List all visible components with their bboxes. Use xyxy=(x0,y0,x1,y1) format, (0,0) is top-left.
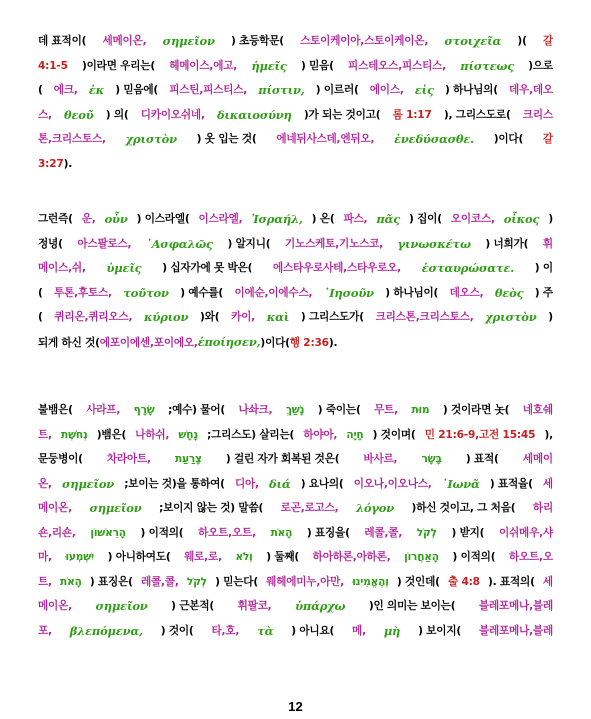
korean-text: ( xyxy=(38,311,43,323)
korean-text: ). xyxy=(328,336,338,349)
korean-text: ) 이르러( xyxy=(315,84,359,96)
text-line xyxy=(38,281,553,306)
hebrew-word: מוּת xyxy=(411,404,430,416)
transliteration: 스토이케이아,스토이케이온, xyxy=(300,35,429,47)
text-line xyxy=(38,207,553,232)
text-line xyxy=(38,423,553,448)
korean-text: ) 표징은( xyxy=(89,575,133,588)
transliteration: 에네뒤사스데,엔뒤오, xyxy=(276,133,375,145)
korean-text: 불뱀은( xyxy=(38,404,73,416)
korean-text: )으로 xyxy=(528,59,553,72)
korean-text: ( xyxy=(38,286,43,299)
greek-word: διά xyxy=(269,476,291,491)
transliteration: 로곤,로고스, xyxy=(280,502,339,514)
hebrew-word: נָשַׁךְ xyxy=(285,404,305,416)
korean-text: 정녕( xyxy=(38,237,63,250)
scripture-reference: 갈 xyxy=(542,133,553,145)
greek-word: ἐσταυρώσατε. xyxy=(421,261,515,275)
transliteration: 마, xyxy=(38,551,52,563)
greek-word: οὖν xyxy=(104,212,128,226)
greek-word: θεοῦ xyxy=(64,107,94,122)
transliteration: 세 xyxy=(542,477,553,490)
transliteration: 트, xyxy=(38,575,52,588)
text-line xyxy=(38,232,553,257)
transliteration: 이쉬메우,샤 xyxy=(498,526,553,539)
transliteration: 기노스케토,기노스코, xyxy=(285,237,383,250)
greek-word: τοῦτον xyxy=(123,285,169,300)
korean-text: ) 주 xyxy=(534,286,553,299)
transliteration: 웨로,로, xyxy=(184,551,222,563)
transliteration: 세 xyxy=(542,575,553,588)
paragraph-3 xyxy=(38,398,553,643)
korean-text: ) 표적( xyxy=(465,453,499,465)
text-line xyxy=(38,305,553,330)
korean-text: ;보이지 않는 것) 말씀( xyxy=(159,502,264,514)
greek-word: βλεπόμενα, xyxy=(69,623,143,638)
transliteration: 하아하론,아하론, xyxy=(312,551,391,563)
transliteration: 아스팔로스, xyxy=(77,237,132,250)
transliteration: 숀,리숀, xyxy=(38,526,76,539)
text-line xyxy=(38,496,553,521)
transliteration: 블레포메나,블레 xyxy=(478,600,553,612)
greek-word: χριστὸν xyxy=(125,132,177,146)
transliteration: 레콜,콜, xyxy=(140,575,179,588)
transliteration: 이에순,이에수스, xyxy=(234,286,313,299)
scripture-reference: 4:1-5 xyxy=(38,59,68,72)
transliteration: 메이스,쉬, xyxy=(38,262,86,274)
transliteration: 헤메이스,에고, xyxy=(169,59,238,72)
greek-word: σημεῖον xyxy=(162,34,215,48)
korean-text: ) 아니요( xyxy=(291,624,335,637)
korean-text: ) 하나님의( xyxy=(444,84,498,96)
transliteration: 하오트,오 xyxy=(508,551,553,563)
transliteration: 이오나,이오나스, xyxy=(353,477,432,490)
hebrew-word: הָאֹת xyxy=(60,575,82,588)
text-line xyxy=(38,521,553,546)
korean-text: ) 알지니( xyxy=(227,237,271,250)
greek-word: καὶ xyxy=(266,310,290,324)
greek-word: οἶκος xyxy=(503,212,540,226)
text-line xyxy=(38,594,553,619)
hebrew-word: לְקֹל xyxy=(416,526,437,539)
transliteration: 투톤,후토스, xyxy=(54,286,112,299)
greek-word: ᾿Ασφαλῶς xyxy=(146,236,213,251)
paragraph-1 xyxy=(38,29,553,176)
hebrew-word: חָיָה xyxy=(346,428,364,441)
korean-text: ) 의( xyxy=(105,108,129,121)
korean-text: ). xyxy=(63,157,73,170)
transliteration: 메, xyxy=(352,624,366,637)
transliteration: 휘 xyxy=(542,237,553,250)
transliteration: 레콜,콜, xyxy=(364,526,403,539)
korean-text: ) 받지( xyxy=(451,526,485,539)
text-line xyxy=(38,447,553,472)
hebrew-word: יִשְׁמְעוּ xyxy=(65,551,94,563)
korean-text: ) xyxy=(548,213,553,225)
text-line xyxy=(38,570,553,595)
korean-text: ;그리스도) 살리는( xyxy=(207,428,295,441)
transliteration: 트, xyxy=(38,428,52,441)
hebrew-word: הָרִאשׁוֹן xyxy=(90,526,126,539)
transliteration: 스, xyxy=(38,108,52,121)
transliteration: 퀴리온,퀴리오스, xyxy=(54,311,133,323)
korean-text: )이다( xyxy=(493,133,524,145)
hebrew-word: לְקֹל xyxy=(186,575,207,588)
korean-text: ) 아니하여도( xyxy=(107,551,171,563)
greek-word: ὑπάρχω xyxy=(295,599,346,613)
korean-text: 문둥병이( xyxy=(38,453,83,465)
korean-text: ) 요나의( xyxy=(300,477,344,490)
korean-text: ) 것이라면 놋( xyxy=(442,404,510,416)
transliteration: 디아, xyxy=(234,477,259,490)
korean-text: 데 표적이( xyxy=(38,35,87,47)
transliteration: 오이코스, xyxy=(450,213,495,225)
korean-text: ) 예수를( xyxy=(180,286,224,299)
transliteration: 나솨크, xyxy=(238,404,273,416)
transliteration: 사라프, xyxy=(86,404,121,416)
scripture-reference: 민 21:6-9,고전 15:45 xyxy=(424,428,536,441)
greek-word: ἐκ xyxy=(88,83,105,97)
transliteration: 포, xyxy=(38,624,52,637)
transliteration: 에스타우로사테,스타우로오, xyxy=(272,262,402,274)
greek-word: γινωσκέτω xyxy=(397,236,471,251)
text-line xyxy=(38,152,553,177)
transliteration: 온, xyxy=(38,477,52,490)
text-line xyxy=(38,127,553,152)
text-line xyxy=(38,103,553,128)
korean-text: ) 온( xyxy=(311,213,335,225)
transliteration: 크리스 xyxy=(522,108,553,121)
greek-word: ἡμεῖς xyxy=(251,58,287,73)
korean-text: ) 이적의( xyxy=(452,551,496,563)
korean-text: )이라면 우리는( xyxy=(82,59,155,72)
transliteration: 바사르, xyxy=(363,453,398,465)
korean-text: ) 보이지( xyxy=(418,624,462,637)
greek-word: τὰ xyxy=(257,623,274,638)
transliteration: 파스, xyxy=(343,213,368,225)
korean-text: ( xyxy=(38,84,43,96)
transliteration: 피스틴,피스티스, xyxy=(169,84,248,96)
transliteration: 에포이에센,포이에오, xyxy=(99,336,198,349)
scripture-reference: 행 2:36 xyxy=(289,336,329,349)
korean-text: ) 표징을( xyxy=(306,526,350,539)
korean-text: )가 되는 것이고( xyxy=(303,108,381,121)
korean-text: )( xyxy=(517,35,527,47)
transliteration: 이스라엘, xyxy=(198,213,243,225)
korean-text: ) 것인데( xyxy=(396,575,440,588)
hebrew-word: וְלֹא xyxy=(235,551,253,563)
transliteration: 카이, xyxy=(231,311,255,323)
text-line xyxy=(38,54,553,79)
greek-word: πᾶς xyxy=(376,212,401,226)
transliteration: 에크, xyxy=(53,84,78,96)
transliteration: 데우,데오 xyxy=(509,84,553,96)
transliteration: 타,호, xyxy=(211,624,240,637)
greek-word: μὴ xyxy=(383,623,401,638)
korean-text: ) 것이( xyxy=(160,624,194,637)
korean-text: ) 믿는다( xyxy=(215,575,258,588)
transliteration: 하리 xyxy=(532,502,553,514)
page-number: 12 xyxy=(288,699,303,714)
korean-text: ) 옷 입는 것( xyxy=(196,133,257,145)
korean-text: ) xyxy=(548,311,553,323)
hebrew-word: הָאֹת xyxy=(270,526,293,539)
greek-word: στοιχεῖα xyxy=(444,34,502,48)
transliteration: 세메이 xyxy=(522,453,553,465)
korean-text: )하신 것이고, 그 처음( xyxy=(411,502,516,514)
transliteration: 차라아트, xyxy=(106,453,151,465)
korean-text: ) 이적의( xyxy=(140,526,184,539)
hebrew-word: נְחֹשֶׁת xyxy=(61,428,88,441)
korean-text: 되게 하신 것( xyxy=(38,336,100,349)
hebrew-word: צָרַעַת xyxy=(174,453,202,465)
transliteration: 하야아, xyxy=(303,428,338,441)
greek-word: ὑμεῖς xyxy=(106,261,142,275)
korean-text: ) 하나님이( xyxy=(385,286,439,299)
transliteration: 메이온, xyxy=(38,502,72,514)
transliteration: 휘팔코, xyxy=(237,600,272,612)
greek-word: πίστιν, xyxy=(258,83,305,97)
text-line xyxy=(38,29,553,54)
transliteration: 나하쉬, xyxy=(135,428,170,441)
transliteration: 피스테오스,피스티스, xyxy=(348,59,446,72)
text-line xyxy=(38,256,553,281)
hebrew-word: בָּשָׂר xyxy=(421,453,442,465)
transliteration: 하오트,오트, xyxy=(198,526,256,539)
scripture-reference: 갈 xyxy=(542,35,553,47)
transliteration: 블레포메나,블레 xyxy=(478,624,553,637)
hebrew-word: נָחָשׁ xyxy=(178,428,198,441)
greek-word: δικαιοσύνη xyxy=(216,107,292,122)
transliteration: 데오스, xyxy=(449,286,484,299)
hebrew-word: וְהֶאֱמִינוּ xyxy=(352,575,389,588)
greek-word: σημεῖον xyxy=(95,599,148,613)
paragraph-2 xyxy=(38,207,553,354)
text-line xyxy=(38,619,553,644)
greek-word: σημεῖον xyxy=(62,476,115,491)
korean-text: ). 표적의( xyxy=(488,575,535,588)
korean-text: )와( xyxy=(200,311,220,323)
korean-text: ) 초등학문( xyxy=(230,35,284,47)
text-line xyxy=(38,398,553,423)
korean-text: )뱀은( xyxy=(96,428,127,441)
text-line xyxy=(38,545,553,570)
scripture-reference: 3:27 xyxy=(38,157,64,170)
text-line xyxy=(38,472,553,497)
transliteration: 네호쉐 xyxy=(522,404,553,416)
korean-text: ), xyxy=(544,428,553,441)
transliteration: 세메이온, xyxy=(102,35,147,47)
transliteration: 운, xyxy=(81,213,96,225)
transliteration: 톤,크리스토스, xyxy=(38,133,106,145)
korean-text: ) 이 xyxy=(534,262,553,274)
korean-text: ) 믿음( xyxy=(300,59,334,72)
korean-text: )인 의미는 보이는( xyxy=(368,600,456,612)
scripture-reference: 롬 1:17 xyxy=(392,108,432,121)
korean-text: ) 걸린 자가 회복된 것은( xyxy=(225,453,340,465)
korean-text: ), 그리스도로( xyxy=(443,108,511,121)
text-line xyxy=(38,78,553,103)
greek-word: ἐνεδύσασθε. xyxy=(394,132,474,146)
korean-text: ) 너희가( xyxy=(485,237,529,250)
transliteration: 크리스톤,크리스토스, xyxy=(375,311,474,323)
korean-text: ) 집이( xyxy=(409,213,442,225)
korean-text: ) 십자가에 못 박은( xyxy=(162,262,253,274)
korean-text: 그런즉( xyxy=(38,213,73,225)
korean-text: ;보이는 것)을 통하여( xyxy=(124,477,225,490)
korean-text: ) 둘째( xyxy=(266,551,300,563)
greek-word: εἰς xyxy=(414,83,434,97)
korean-text: ) 이스라엘( xyxy=(136,213,190,225)
korean-text: ) 것이며( xyxy=(372,428,416,441)
hebrew-word: הָאַחֲרוֹן xyxy=(404,551,439,563)
transliteration: 디카이오쉬네, xyxy=(140,108,205,121)
greek-word: Ἰσραήλ, xyxy=(251,212,303,226)
korean-text: ) 그리스도가( xyxy=(300,311,364,323)
greek-word: πίστεως xyxy=(460,58,514,73)
greek-word: ᾿Ιησοῦν xyxy=(323,285,374,300)
greek-word: χριστὸν xyxy=(485,310,537,324)
transliteration: 메이온, xyxy=(38,600,72,612)
korean-text: ) 죽이는( xyxy=(317,404,361,416)
korean-text: ) 근본적( xyxy=(171,600,215,612)
greek-word: ᾿Ιωνᾶ xyxy=(441,476,480,491)
hebrew-word: שָׂרָף xyxy=(133,404,155,416)
greek-word: σημεῖον xyxy=(89,501,142,515)
greek-word: κύριον xyxy=(144,310,189,324)
korean-text: ) 믿음에( xyxy=(115,84,159,96)
text-line xyxy=(38,330,553,355)
transliteration: 에이스, xyxy=(369,84,404,96)
korean-text: ;예수) 물어( xyxy=(168,404,226,416)
greek-word: θεὸς xyxy=(494,285,524,300)
greek-word: λόγον xyxy=(356,501,395,515)
greek-word: ἐποίησεν, xyxy=(197,334,261,349)
korean-text: )이다( xyxy=(260,336,290,349)
transliteration: 무트, xyxy=(374,404,398,416)
korean-text: ) 표적을( xyxy=(489,477,533,490)
scripture-reference: 출 4:8 xyxy=(447,575,480,588)
transliteration: 웨헤에미누,아만, xyxy=(266,575,345,588)
